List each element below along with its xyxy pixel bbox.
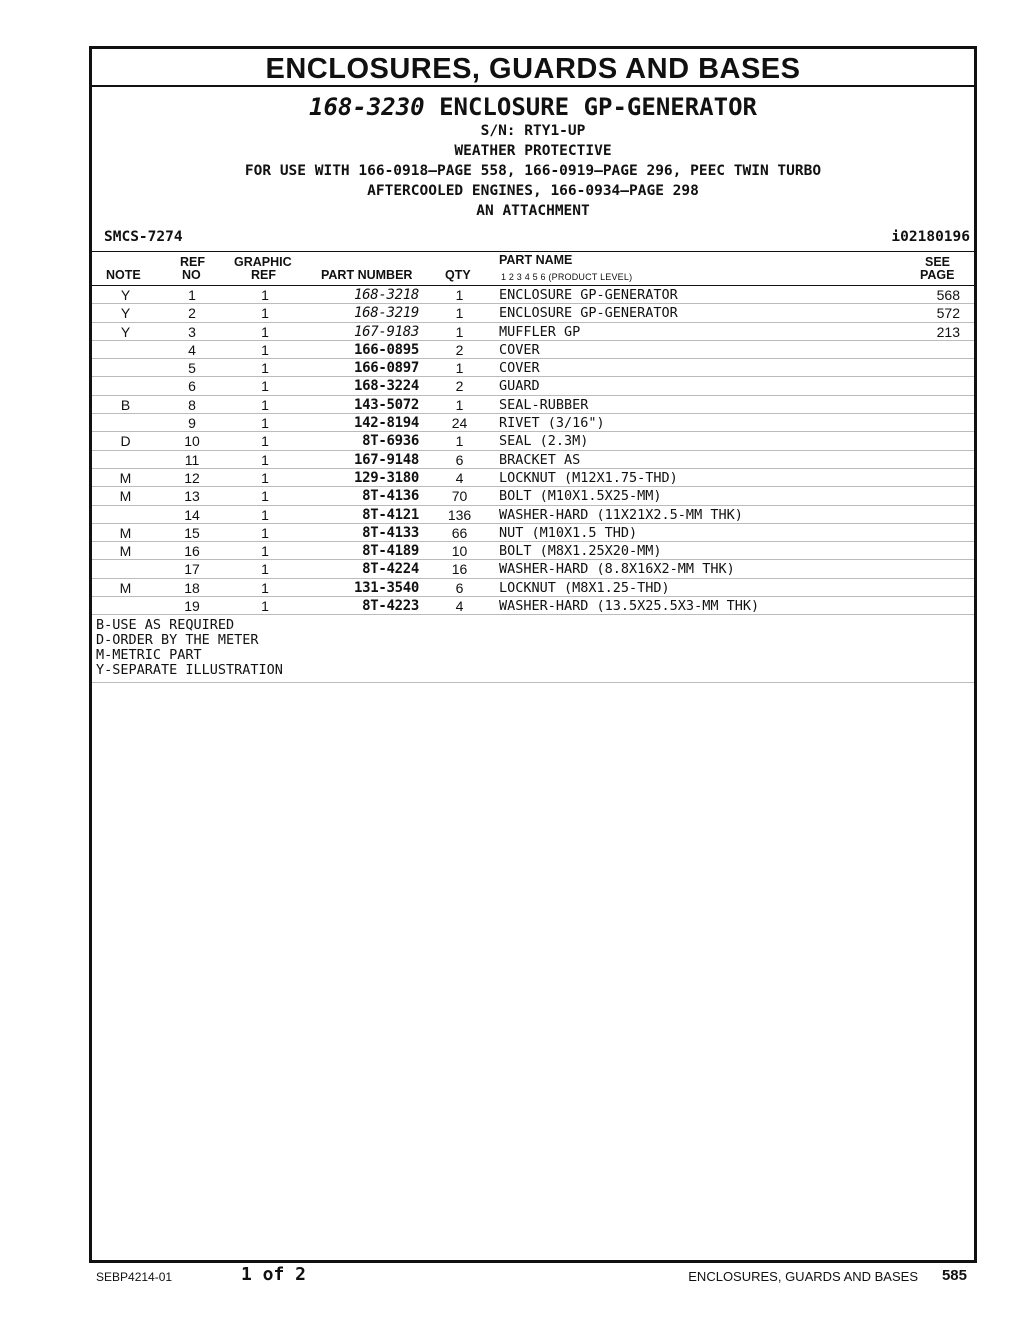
part-number-cell: 8T-4136 — [362, 488, 419, 505]
table-row — [92, 286, 974, 304]
ref-cell: 8 — [188, 396, 196, 413]
part-name-cell: ENCLOSURE GP-GENERATOR — [499, 305, 678, 322]
part-name-cell: WASHER-HARD (8.8X16X2-MM THK) — [499, 561, 735, 578]
part-name-cell: SEAL-RUBBER — [499, 396, 589, 413]
table-row — [92, 432, 974, 450]
qty-cell: 1 — [455, 323, 464, 340]
qty-cell: 2 — [455, 378, 464, 395]
table-row — [92, 304, 974, 322]
part-number-cell: 168-3218 — [353, 287, 419, 303]
col-graphic-top: GRAPHIC — [234, 255, 292, 269]
qty-cell: 1 — [455, 287, 464, 303]
serial-line: S/N: RTY1-UP — [480, 123, 586, 139]
ref-cell: 18 — [184, 579, 200, 596]
qty-cell: 6 — [455, 451, 464, 468]
part-name-cell: BOLT (M8X1.25X20-MM) — [499, 543, 662, 560]
graphic-ref-cell: 1 — [261, 415, 269, 432]
table-row — [92, 506, 974, 524]
col-note: NOTE — [106, 268, 141, 282]
ref-cell: 14 — [184, 506, 200, 523]
graphic-ref-cell: 1 — [261, 488, 269, 505]
page-number: 585 — [941, 1267, 967, 1284]
attachment-line: AN ATTACHMENT — [476, 203, 590, 219]
table-row — [92, 396, 974, 414]
part-name-cell: ENCLOSURE GP-GENERATOR — [499, 287, 678, 303]
description-line: WEATHER PROTECTIVE — [454, 143, 612, 159]
table-row — [92, 524, 974, 542]
graphic-ref-cell: 1 — [261, 451, 269, 468]
table-row — [92, 469, 974, 487]
table-row — [92, 560, 974, 578]
group-title — [92, 93, 974, 121]
part-number-cell: 142-8194 — [353, 415, 419, 432]
part-number-cell: 166-0895 — [353, 341, 419, 358]
parts-table — [92, 286, 974, 615]
ref-cell: 5 — [188, 360, 196, 377]
ref-cell: 2 — [188, 305, 196, 322]
usage-line: FOR USE WITH 166-0918—PAGE 558, 166-0919—PAGE 296, PEEC TWIN TURBO — [244, 163, 822, 179]
note-cell: M — [119, 579, 132, 596]
ref-cell: 15 — [184, 524, 200, 541]
group-number: 168-3230 — [309, 93, 425, 121]
part-number-cell: 8T-4121 — [362, 506, 419, 523]
col-part-number: PART NUMBER — [321, 268, 413, 282]
part-name-cell: BOLT (M10X1.5X25-MM) — [499, 488, 662, 505]
graphic-ref-cell: 1 — [261, 579, 269, 596]
qty-cell: 1 — [455, 433, 464, 450]
col-ref-bottom: NO — [182, 268, 201, 282]
ref-cell: 10 — [184, 433, 200, 450]
note-y: Y-SEPARATE ILLUSTRATION — [96, 662, 283, 679]
qty-cell: 66 — [451, 524, 468, 541]
part-number-cell: 143-5072 — [353, 396, 419, 413]
table-row — [92, 451, 974, 469]
qty-cell: 136 — [447, 506, 472, 523]
part-number-cell: 131-3540 — [353, 579, 419, 596]
qty-cell: 4 — [455, 598, 464, 615]
ref-cell: 9 — [188, 415, 196, 432]
usage-line: AFTERCOOLED ENGINES, 166-0934—PAGE 298 — [367, 183, 699, 199]
part-name-cell: SEAL (2.3M) — [499, 433, 589, 450]
part-number-cell: 168-3224 — [353, 378, 419, 395]
note-cell: Y — [120, 287, 131, 303]
qty-cell: 6 — [455, 579, 464, 596]
qty-cell: 1 — [455, 396, 464, 413]
part-number-cell: 168-3219 — [353, 305, 419, 322]
table-row — [92, 597, 974, 615]
note-cell: M — [119, 543, 132, 560]
part-number-cell: 8T-6936 — [362, 433, 419, 450]
ref-cell: 13 — [184, 488, 200, 505]
qty-cell: 1 — [455, 305, 464, 322]
part-number-cell: 8T-4223 — [362, 598, 419, 615]
part-name-cell: WASHER-HARD (13.5X25.5X3-MM THK) — [499, 598, 760, 615]
graphic-ref-cell: 1 — [261, 506, 269, 523]
qty-cell: 70 — [451, 488, 468, 505]
ref-cell: 11 — [184, 451, 200, 468]
ref-cell: 4 — [188, 341, 196, 358]
col-part-name: PART NAME — [499, 253, 573, 267]
part-number-cell: 8T-4189 — [362, 543, 419, 560]
part-name-cell: BRACKET AS — [499, 451, 581, 468]
part-number-cell: 167-9148 — [353, 451, 419, 468]
table-header — [92, 251, 974, 286]
ref-cell: 6 — [188, 378, 196, 395]
col-see-top: SEE — [925, 255, 951, 269]
note-cell: M — [119, 469, 132, 486]
table-row — [92, 323, 974, 341]
notes-legend — [92, 615, 974, 683]
table-row — [92, 542, 974, 560]
note-cell: M — [119, 488, 132, 505]
graphic-ref-cell: 1 — [261, 598, 269, 615]
table-row — [92, 487, 974, 505]
graphic-ref-cell: 1 — [261, 433, 269, 450]
qty-cell: 10 — [451, 543, 468, 560]
page-frame — [89, 46, 977, 1263]
note-m: M-METRIC PART — [96, 647, 202, 664]
col-see-bottom: PAGE — [920, 268, 955, 282]
qty-cell: 24 — [451, 415, 468, 432]
smcs-code: SMCS-7274 — [104, 229, 183, 245]
part-name-cell: NUT (M10X1.5 THD) — [499, 524, 638, 541]
note-cell: Y — [120, 323, 131, 340]
part-number-cell: 8T-4133 — [362, 524, 419, 541]
graphic-ref-cell: 1 — [261, 469, 269, 486]
see-page-cell: 213 — [936, 323, 960, 340]
part-name-cell: LOCKNUT (M12X1.75-THD) — [499, 469, 678, 486]
qty-cell: 2 — [455, 341, 464, 358]
footer-section: ENCLOSURES, GUARDS AND BASES — [688, 1269, 918, 1284]
qty-cell: 4 — [455, 469, 464, 486]
group-name: ENCLOSURE GP-GENERATOR — [439, 93, 757, 121]
graphic-ref-cell: 1 — [261, 287, 269, 303]
col-graphic-bottom: REF — [251, 268, 276, 282]
note-cell: B — [120, 396, 131, 413]
part-name-cell: GUARD — [499, 378, 540, 395]
code-row — [92, 227, 974, 251]
graphic-ref-cell: 1 — [261, 396, 269, 413]
ref-cell: 19 — [184, 598, 200, 615]
part-name-cell: RIVET (3/16") — [499, 415, 605, 432]
part-number-cell: 8T-4224 — [362, 561, 419, 578]
graphic-ref-cell: 1 — [261, 378, 269, 395]
ref-cell: 1 — [188, 287, 196, 303]
section-title: ENCLOSURES, GUARDS AND BASES — [92, 49, 974, 87]
ref-cell: 16 — [184, 543, 200, 560]
part-number-cell: 129-3180 — [353, 469, 419, 486]
col-product-level: 1 2 3 4 5 6 (PRODUCT LEVEL) — [501, 272, 633, 282]
table-row — [92, 377, 974, 395]
col-ref-top: REF — [180, 255, 205, 269]
graphic-ref-cell: 1 — [261, 305, 269, 322]
ref-cell: 12 — [184, 469, 200, 486]
illustration-id: i02180196 — [891, 229, 970, 245]
graphic-ref-cell: 1 — [261, 341, 269, 358]
part-number-cell: 166-0897 — [353, 360, 419, 377]
note-cell: D — [120, 433, 131, 450]
table-row — [92, 341, 974, 359]
graphic-ref-cell: 1 — [261, 360, 269, 377]
part-name-cell: WASHER-HARD (11X21X2.5-MM THK) — [499, 506, 743, 523]
part-number-cell: 167-9183 — [353, 323, 419, 340]
page-of: 1 of 2 — [241, 1264, 307, 1285]
page-footer — [0, 1262, 1020, 1292]
graphic-ref-cell: 1 — [261, 524, 269, 541]
graphic-ref-cell: 1 — [261, 543, 269, 560]
graphic-ref-cell: 1 — [261, 323, 269, 340]
note-cell: M — [119, 524, 132, 541]
part-name-cell: LOCKNUT (M8X1.25-THD) — [499, 579, 670, 596]
graphic-ref-cell: 1 — [261, 561, 269, 578]
ref-cell: 17 — [184, 561, 200, 578]
table-row — [92, 414, 974, 432]
note-d: D-ORDER BY THE METER — [96, 632, 259, 649]
see-page-cell: 572 — [936, 305, 960, 322]
note-b: B-USE AS REQUIRED — [96, 617, 235, 634]
col-qty: QTY — [445, 268, 471, 282]
table-row — [92, 359, 974, 377]
ref-cell: 3 — [188, 323, 196, 340]
table-row — [92, 579, 974, 597]
qty-cell: 1 — [455, 360, 464, 377]
qty-cell: 16 — [451, 561, 468, 578]
part-name-cell: COVER — [499, 341, 540, 358]
part-name-cell: MUFFLER GP — [499, 323, 581, 340]
note-cell: Y — [120, 305, 131, 322]
document-number: SEBP4214-01 — [96, 1270, 173, 1284]
see-page-cell: 568 — [936, 287, 960, 303]
part-name-cell: COVER — [499, 360, 540, 377]
